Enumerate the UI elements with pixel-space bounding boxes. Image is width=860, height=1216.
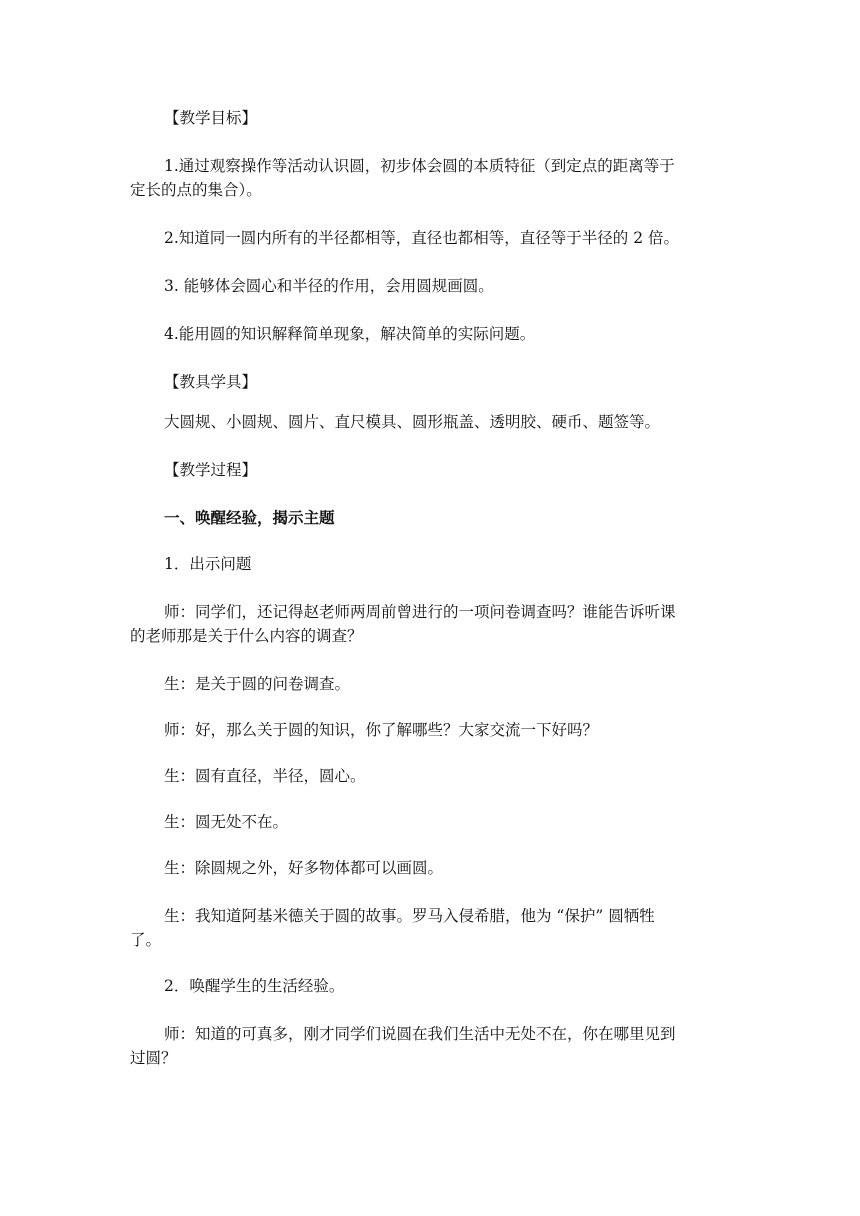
student-line-2: 生：圆有直径，半径，圆心。 (164, 767, 366, 785)
objective-3: 3. 能够体会圆心和半径的作用，会用圆规画圆。 (164, 277, 494, 295)
student-line-5a: 生：我知道阿基米德关于圆的故事。罗马入侵希腊，他为 “保护” 圆牺牲 (164, 907, 655, 925)
step2-label: 2．唤醒学生的生活经验。 (164, 977, 345, 995)
teacher-line-1b: 的老师那是关于什么内容的调查？ (130, 627, 363, 645)
objective-4: 4.能用圆的知识解释简单现象，解决简单的实际问题。 (164, 325, 536, 343)
section-heading-tools: 【教具学具】 (164, 373, 258, 391)
teacher-line-3b: 过圆？ (130, 1049, 177, 1067)
student-line-5b: 了。 (130, 931, 162, 949)
teacher-line-1a: 师：同学们，还记得赵老师两周前曾进行的一项问卷调查吗？谁能告诉听课 (164, 603, 676, 621)
teacher-line-3a: 师：知道的可真多，刚才同学们说圆在我们生活中无处不在，你在哪里见到 (164, 1025, 676, 1043)
objective-1-line1: 1.通过观察操作等活动认识圆，初步体会圆的本质特征（到定点的距离等于 (164, 157, 675, 175)
step1-label: 1．出示问题 (164, 555, 252, 573)
student-line-4: 生：除圆规之外，好多物体都可以画圆。 (164, 859, 444, 877)
part1-heading: 一、唤醒经验，揭示主题 (164, 509, 335, 527)
objective-1-line2: 定长的点的集合）。 (130, 181, 262, 199)
tools-list: 大圆规、小圆规、圆片、直尺模具、圆形瓶盖、透明胶、硬币、题签等。 (164, 413, 661, 431)
objective-2: 2.知道同一圆内所有的半径都相等，直径也都相等，直径等于半径的 2 倍。 (164, 229, 680, 247)
teacher-line-2: 师：好，那么关于圆的知识，你了解哪些？大家交流一下好吗？ (164, 721, 599, 739)
section-heading-objectives: 【教学目标】 (164, 109, 258, 127)
student-line-3: 生：圆无处不在。 (164, 813, 289, 831)
section-heading-process: 【教学过程】 (164, 461, 258, 479)
student-line-1: 生：是关于圆的问卷调查。 (164, 675, 351, 693)
